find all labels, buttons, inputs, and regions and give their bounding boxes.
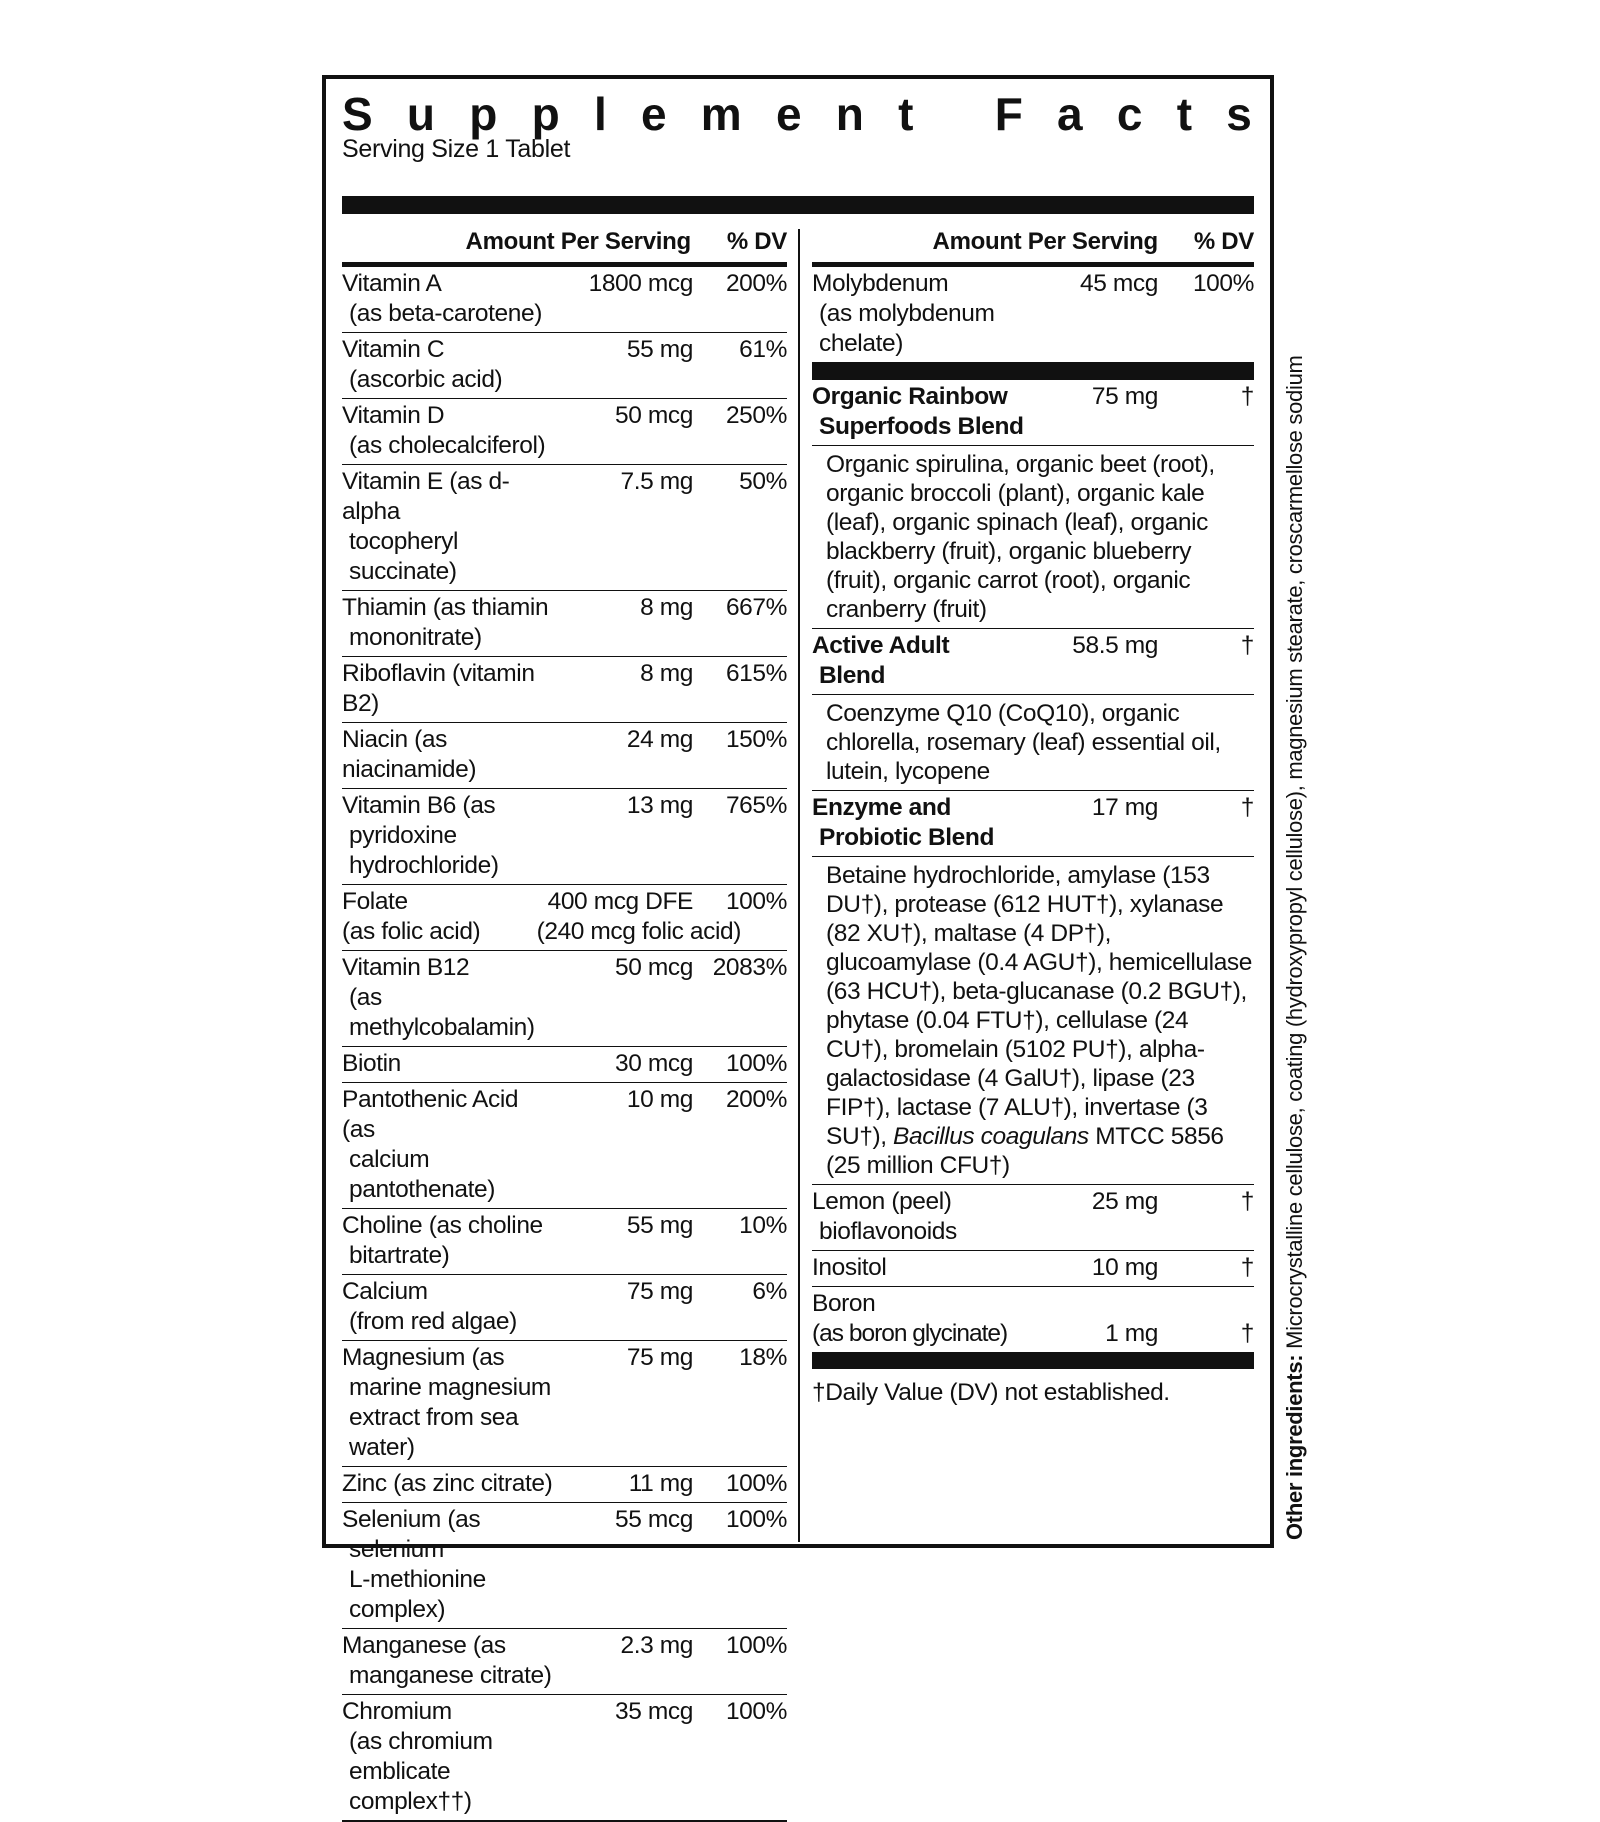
title-letter: F: [994, 88, 1023, 140]
nutrient-name: Calcium: [342, 1278, 428, 1305]
nutrient-source: pyridoxine hydrochloride): [349, 822, 499, 879]
nutrient-amount: 24 mg: [626, 726, 693, 753]
nutrient-source: bitartrate): [349, 1242, 450, 1269]
nutrient-dv: 200%: [725, 270, 787, 297]
nutrient-amount: 55 mg: [626, 1212, 693, 1239]
nutrient-amount: 10 mg: [1091, 1254, 1158, 1281]
title-letter: t: [1176, 88, 1193, 140]
nutrient-name: Vitamin C: [342, 336, 445, 363]
nutrient-amount-detail: (240 mcg folic acid): [536, 918, 741, 945]
nutrient-name-block: [342, 791, 787, 881]
nutrient-amount: 400 mcg DFE: [547, 888, 693, 915]
title-letter: c: [1116, 88, 1143, 140]
nutrient-source: chelate): [819, 330, 903, 357]
nutrient-source: (ascorbic acid): [349, 366, 503, 393]
nutrient-name: Niacin (as niacinamide): [342, 726, 477, 783]
nutrient-source: calcium pantothenate): [349, 1146, 496, 1203]
nutrient-source: (as chromium: [349, 1728, 493, 1755]
nutrient-source: (as molybdenum: [819, 300, 995, 327]
nutrient-source: manganese citrate): [349, 1662, 552, 1689]
probiotic-strain: MTCC 5856 (25 million CFU†): [826, 1123, 1224, 1179]
nutrient-name-block: [342, 1049, 787, 1079]
nutrient-dv: 50%: [739, 468, 787, 495]
nutrient-row: [342, 1467, 787, 1503]
nutrient-source: emblicate complex††): [349, 1758, 472, 1815]
right-column: [812, 224, 1254, 1407]
nutrient-source: (as boron glycinate): [812, 1320, 1008, 1347]
serving-size: Serving Size 1 Tablet: [342, 135, 571, 163]
left-column: [342, 224, 787, 1822]
nutrient-row-lemon: [812, 1185, 1254, 1251]
blend-row-enzyme: [812, 791, 1254, 857]
nutrient-amount: 55 mcg: [615, 1506, 693, 1533]
nutrient-row: [342, 465, 787, 591]
nutrient-row: [342, 1695, 787, 1822]
nutrient-source: selenium: [349, 1536, 444, 1563]
nutrient-name: Manganese (as: [342, 1632, 506, 1659]
nutrient-source: (as beta-carotene): [349, 300, 542, 327]
top-thick-rule: [342, 196, 1254, 214]
nutrient-amount: 35 mcg: [615, 1698, 693, 1725]
nutrient-name: Folate: [342, 888, 408, 915]
blend-amount: 75 mg: [1091, 383, 1158, 410]
nutrient-name: bioflavonoids: [819, 1218, 957, 1245]
nutrient-name-block: [342, 659, 787, 719]
nutrient-name-block: [342, 1085, 787, 1205]
nutrient-source: (as cholecalciferol): [349, 432, 546, 459]
nutrient-name: Thiamin (as thiamin: [342, 594, 549, 621]
nutrient-row: [342, 789, 787, 885]
nutrient-row: [342, 1047, 787, 1083]
title-letter: e: [640, 88, 667, 140]
other-ingredients-label: Other ingredients:: [1282, 1354, 1307, 1540]
blend-name: Enzyme and: [812, 794, 951, 821]
header-dv: % DV: [726, 228, 787, 255]
nutrient-dv: 100%: [725, 1470, 787, 1497]
nutrient-dv: 667%: [725, 594, 787, 621]
title-letter: e: [775, 88, 802, 140]
nutrient-source: mononitrate): [349, 624, 482, 651]
blend-amount: 58.5 mg: [1072, 632, 1158, 659]
blend-dv: †: [1240, 632, 1254, 659]
title-letter: p: [469, 88, 498, 140]
nutrient-name: Vitamin E (as d-alpha: [342, 468, 510, 525]
nutrient-name: Magnesium (as: [342, 1344, 505, 1371]
dv-footnote: †Daily Value (DV) not established.: [812, 1379, 1170, 1406]
nutrient-row: [342, 1341, 787, 1467]
nutrient-amount: 13 mg: [626, 792, 693, 819]
nutrient-row: [342, 723, 787, 789]
nutrient-dv: 2083%: [712, 954, 787, 981]
nutrient-source: marine magnesium: [349, 1374, 551, 1401]
title-letter: S: [342, 88, 373, 140]
title-letter: m: [700, 88, 742, 140]
nutrient-name: Riboflavin (vitamin B2): [342, 660, 535, 717]
title-letter: l: [593, 88, 607, 140]
nutrient-amount: 11 mg: [628, 1470, 693, 1497]
nutrient-amount: 8 mg: [640, 660, 693, 687]
nutrient-amount: 50 mcg: [615, 954, 693, 981]
nutrient-dv: 100%: [725, 888, 787, 915]
nutrient-name: Boron: [812, 1290, 876, 1317]
nutrient-dv: 100%: [725, 1632, 787, 1659]
nutrient-source: extract from sea water): [349, 1404, 519, 1461]
nutrient-dv: †: [1240, 1254, 1254, 1281]
nutrient-row-molybdenum: [812, 267, 1254, 363]
nutrient-name-block: [342, 269, 787, 329]
blend-name: Probiotic Blend: [819, 824, 995, 851]
nutrient-name-block: [342, 1697, 787, 1817]
title-letter: a: [1057, 88, 1083, 140]
blend-row-rainbow: [812, 380, 1254, 446]
column-divider: [798, 229, 800, 1542]
nutrient-row: [342, 657, 787, 723]
blend-name: Superfoods Blend: [819, 413, 1024, 440]
nutrient-dv: 100%: [1192, 270, 1254, 297]
nutrient-source: (as folic acid): [342, 918, 481, 945]
nutrient-row: [342, 1503, 787, 1629]
nutrient-dv: 61%: [739, 336, 787, 363]
nutrient-amount: 50 mcg: [615, 402, 693, 429]
nutrient-name-block: [342, 401, 787, 461]
nutrient-amount: 2.3 mg: [620, 1632, 693, 1659]
nutrient-name: Vitamin B6 (as: [342, 792, 496, 819]
enzyme-list: Betaine hydrochloride, amylase (153 DU†), protease (612 HUT†), xylanase (82 XU†), maltase (4 DP†), glucoamylase (0.4 AGU†), hemicellulase (63 HCU†), beta-glucanase (0.2 BGU†), phytase (0.04 FTU†), cellulase (24 CU†), bromelain (5102 PU†), alpha-galactosidase (4 GalU†), lipase (23 FIP†), lactase (7 ALU†), invertase (3 SU†),: [826, 862, 1253, 1150]
nutrient-name: Zinc (as zinc citrate): [342, 1470, 553, 1497]
nutrient-name: Lemon (peel): [812, 1188, 952, 1215]
nutrient-row-boron: [812, 1287, 1254, 1352]
left-column-header: [342, 224, 787, 267]
nutrient-row: [342, 1629, 787, 1695]
nutrient-row: [342, 885, 787, 951]
nutrient-dv: 250%: [725, 402, 787, 429]
nutrient-row: [342, 267, 787, 333]
nutrient-amount: 1 mg: [1105, 1320, 1158, 1347]
nutrient-dv: 765%: [725, 792, 787, 819]
nutrient-name-block: [342, 1343, 787, 1463]
nutrient-list: [342, 267, 787, 1822]
nutrient-name: Molybdenum: [812, 270, 949, 297]
title-space: [948, 87, 961, 141]
nutrient-name: Biotin: [342, 1050, 401, 1077]
nutrient-amount: 8 mg: [640, 594, 693, 621]
blend-ingredients-active-adult: Coenzyme Q10 (CoQ10), organic chlorella, rosemary (leaf) essential oil, lutein, lycopene: [812, 695, 1254, 791]
nutrient-row: [342, 1083, 787, 1209]
nutrient-name: Vitamin A: [342, 270, 442, 297]
nutrient-name: Inositol: [812, 1254, 887, 1281]
header-amount: Amount Per Serving: [465, 228, 691, 255]
nutrient-dv: 100%: [725, 1698, 787, 1725]
nutrient-name: Vitamin D: [342, 402, 445, 429]
nutrient-amount: 55 mg: [626, 336, 693, 363]
nutrient-row: [342, 1275, 787, 1341]
title-letter: t: [898, 88, 914, 140]
section-thick-rule: [812, 1352, 1254, 1369]
nutrient-dv: 18%: [739, 1344, 787, 1371]
nutrient-dv: †: [1240, 1320, 1254, 1347]
nutrient-row: [342, 951, 787, 1047]
nutrient-row-inositol: [812, 1251, 1254, 1287]
supplement-facts-panel: [322, 75, 1274, 1815]
title-letter: p: [531, 88, 560, 140]
nutrient-name: Chromium: [342, 1698, 452, 1725]
blend-name: Blend: [819, 662, 886, 689]
header-amount: Amount Per Serving: [932, 228, 1158, 255]
nutrient-dv: 100%: [725, 1506, 787, 1533]
nutrient-name: Pantothenic Acid (as: [342, 1086, 519, 1143]
nutrient-name: Vitamin B12: [342, 954, 470, 981]
nutrient-amount: 75 mg: [626, 1344, 693, 1371]
nutrient-amount: 45 mcg: [1080, 270, 1158, 297]
blend-name: Organic Rainbow: [812, 383, 1008, 410]
nutrient-source: tocopheryl succinate): [349, 528, 459, 585]
nutrient-name-block: [342, 1211, 787, 1271]
other-ingredients-text: Microcrystalline cellulose, coating (hydroxypropyl cellulose), magnesium stearate, croscarmellose sodium: [1282, 355, 1307, 1355]
nutrient-name-block: [342, 1631, 787, 1691]
nutrient-amount: 1800 mcg: [588, 270, 693, 297]
nutrient-name: Choline (as choline: [342, 1212, 543, 1239]
nutrient-amount: 25 mg: [1091, 1188, 1158, 1215]
nutrient-row: [342, 591, 787, 657]
nutrient-amount: 7.5 mg: [620, 468, 693, 495]
nutrient-source: (as methylcobalamin): [349, 984, 535, 1041]
nutrient-name: Selenium (as: [342, 1506, 481, 1533]
title-letter: u: [406, 88, 436, 140]
probiotic-species: Bacillus coagulans: [893, 1123, 1089, 1150]
nutrient-name-block: [342, 593, 787, 653]
blend-amount: 17 mg: [1091, 794, 1158, 821]
nutrient-source: L-methionine complex): [349, 1566, 486, 1623]
title-letter: n: [835, 88, 864, 140]
nutrient-name-block: [342, 1505, 787, 1625]
nutrient-row: [342, 333, 787, 399]
other-ingredients: [1282, 210, 1312, 1540]
nutrient-dv: 200%: [725, 1086, 787, 1113]
nutrient-dv: 615%: [725, 660, 787, 687]
nutrient-source: (from red algae): [349, 1308, 517, 1335]
nutrient-dv: 100%: [725, 1050, 787, 1077]
blend-dv: †: [1240, 383, 1254, 410]
nutrient-dv: 6%: [752, 1278, 787, 1305]
blend-name: Active Adult: [812, 632, 950, 659]
blend-ingredients-enzyme: [812, 857, 1254, 1185]
nutrient-name-block: [342, 725, 787, 785]
nutrient-name-block: [342, 335, 787, 395]
nutrient-row: [342, 1209, 787, 1275]
nutrient-amount: 75 mg: [626, 1278, 693, 1305]
blend-dv: †: [1240, 794, 1254, 821]
title-letter: s: [1226, 88, 1252, 140]
right-column-header: [812, 224, 1254, 267]
section-thick-rule: [812, 363, 1254, 380]
header-dv: % DV: [1193, 228, 1254, 255]
nutrient-amount: 10 mg: [626, 1086, 693, 1113]
nutrient-dv: †: [1240, 1188, 1254, 1215]
blend-row-active-adult: [812, 629, 1254, 695]
nutrient-name-block: [342, 1277, 787, 1337]
nutrient-amount: 30 mcg: [615, 1050, 693, 1077]
nutrient-name-block: [342, 1469, 787, 1499]
nutrient-row: [342, 399, 787, 465]
nutrient-dv: 10%: [739, 1212, 787, 1239]
nutrient-dv: 150%: [725, 726, 787, 753]
blend-ingredients-rainbow: Organic spirulina, organic beet (root), organic broccoli (plant), organic kale (leaf), organic spinach (leaf), organic blackberry (fruit), organic blueberry (fruit), organic carrot (root), organic cranberry (fruit): [812, 446, 1254, 629]
nutrient-name-block: [342, 467, 787, 587]
